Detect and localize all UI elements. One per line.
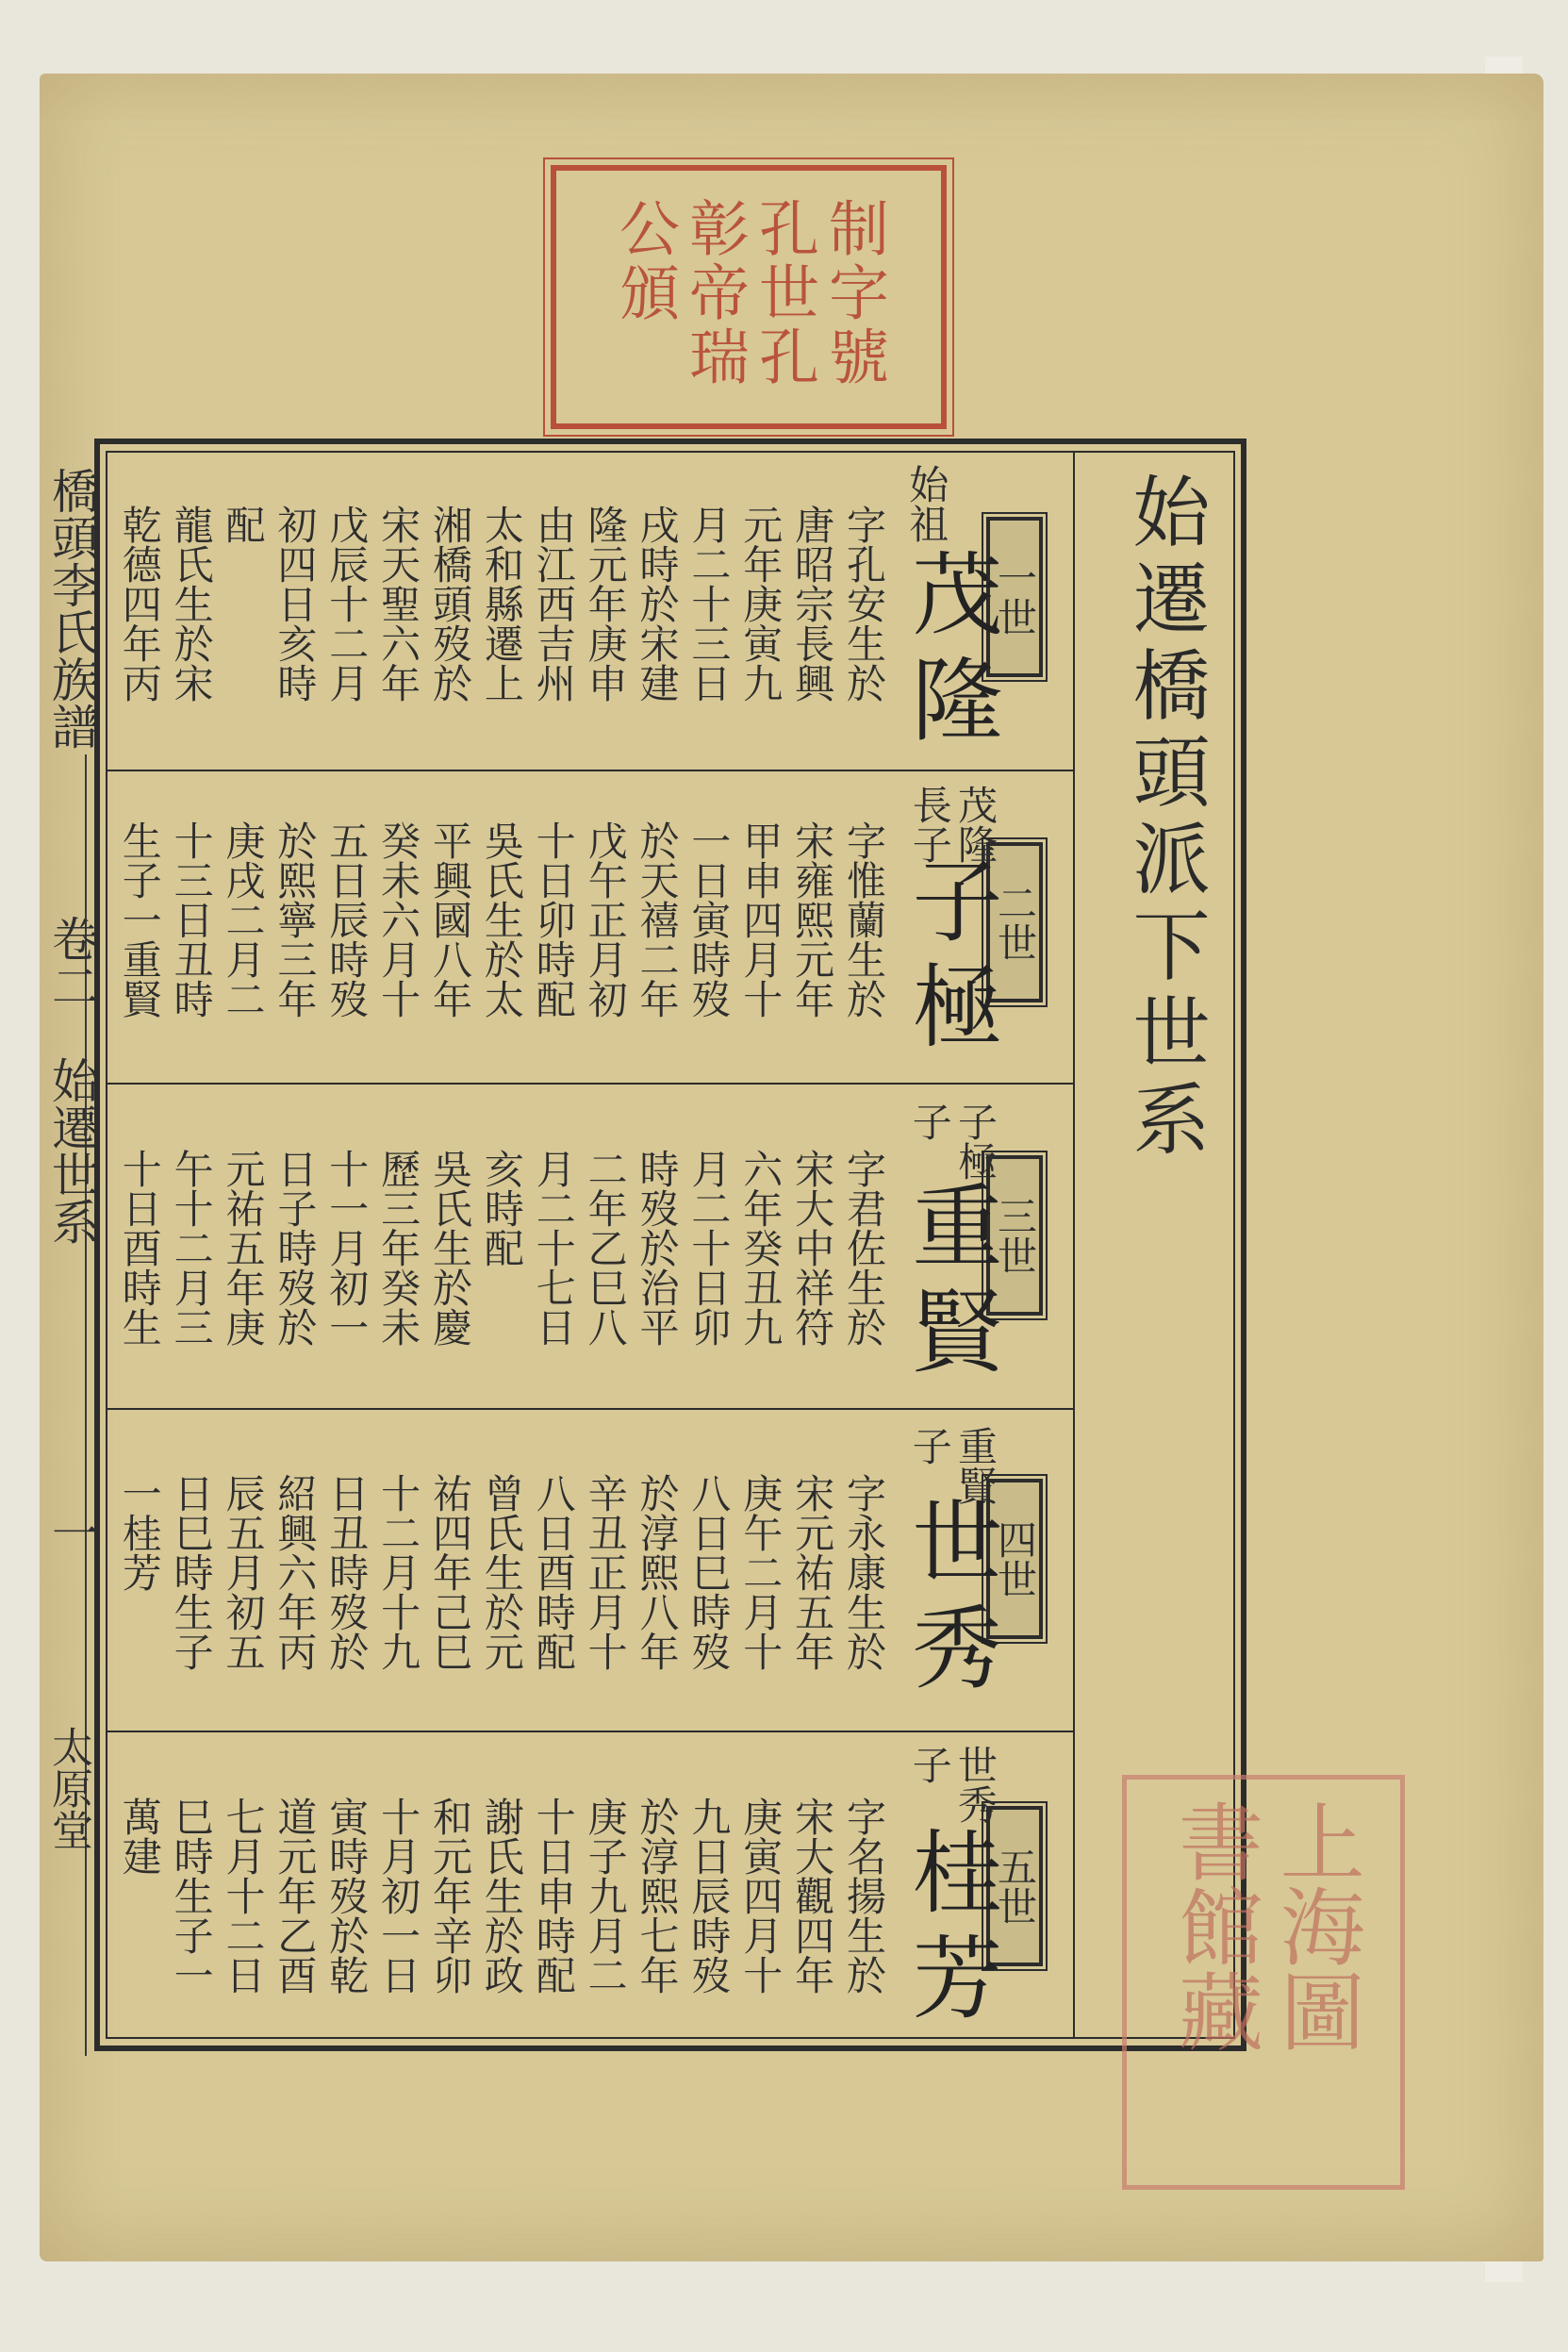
bio-column: 甲申四月十	[737, 820, 784, 1019]
bio-column: 於淳熙七年	[634, 1797, 681, 1995]
bio-column: 於天禧二年	[634, 820, 681, 1019]
bio-column: 乾德四年丙	[116, 505, 163, 703]
bio-column: 字君佐生於	[841, 1149, 887, 1347]
bio-column: 辰五月初五	[220, 1473, 267, 1671]
bio-column: 八日巳時歿	[685, 1473, 733, 1671]
lineage-note: 世秀子	[906, 1745, 999, 1824]
bio-column: 癸未六月十	[375, 820, 422, 1019]
bio-column: 月二十日卯	[685, 1149, 733, 1347]
top-red-seal	[551, 165, 947, 429]
generation-label: 二世	[986, 842, 1043, 1002]
bio-column: 於熙寧三年	[272, 820, 319, 1019]
lineage-note: 重賢子	[906, 1426, 999, 1505]
bio-column: 元年庚寅九	[737, 505, 784, 703]
bio-column: 一桂芳	[116, 1473, 163, 1592]
bio-column: 九日辰時歿	[685, 1797, 733, 1995]
bio-column: 月二十七日	[530, 1149, 577, 1347]
margin-volume-label: 卷二 始遷世系	[44, 915, 99, 1245]
margin-hall-name: 太原堂	[44, 1726, 92, 1850]
bio-column: 庚戌二月二	[220, 820, 267, 1019]
lineage-note: 茂隆長子	[906, 785, 999, 864]
ancestor-name: 世秀	[898, 1495, 1003, 1706]
bio-column: 紹興六年丙	[272, 1473, 319, 1671]
bio-column: 時歿於治平	[634, 1149, 681, 1347]
bio-column: 龍氏生於宋	[168, 505, 215, 703]
bio-column: 七月十二日	[220, 1797, 267, 1995]
library-seal	[1122, 1775, 1405, 2190]
bio-column: 宋大觀四年	[789, 1797, 836, 1995]
bio-column: 八日酉時配	[530, 1473, 577, 1671]
bio-column: 字惟蘭生於	[841, 820, 887, 1019]
bio-column: 十一月初一	[323, 1149, 371, 1347]
ancestor-name: 子極	[898, 853, 1003, 1065]
bio-column: 由江西吉州	[530, 505, 577, 703]
bio-column: 日巳時生子	[168, 1473, 215, 1671]
bio-column: 初四日亥時	[272, 505, 319, 703]
generation-label: 四世	[986, 1479, 1043, 1639]
bio-column: 日子時歿於	[272, 1149, 319, 1347]
lineage-note: 始祖	[903, 464, 950, 543]
margin-page-number: 一	[44, 1509, 99, 1556]
bio-column: 於淳熙八年	[634, 1473, 681, 1671]
bio-column: 寅時歿於乾	[323, 1797, 371, 1995]
bio-column: 宋天聖六年	[375, 505, 422, 703]
bio-column: 生子一重賢	[116, 820, 163, 1019]
bio-column: 戊辰十二月	[323, 505, 371, 703]
bio-column: 湘橋頭歿於	[427, 505, 473, 703]
bio-column: 日丑時歿於	[323, 1473, 371, 1671]
seal-column: 上海圖	[1264, 1798, 1364, 2053]
ancestor-name: 重賢	[898, 1179, 1003, 1390]
ancestor-name: 茂隆	[898, 547, 1003, 758]
bio-column: 戌時於宋建	[634, 505, 681, 703]
lineage-note: 子極子	[906, 1101, 999, 1181]
seal-column: 彰帝瑞	[679, 197, 749, 389]
biography	[116, 505, 887, 703]
bio-column: 庚寅四月十	[737, 1797, 784, 1995]
margin-clan-title: 橋頭李氏族譜	[44, 467, 99, 750]
bio-column: 庚午二月十	[737, 1473, 784, 1671]
bio-column: 配	[220, 505, 267, 544]
bio-column: 元祐五年庚	[220, 1149, 267, 1347]
bio-column: 十三日丑時	[168, 820, 215, 1019]
seal-column: 公頒	[609, 197, 679, 325]
biography	[116, 820, 887, 1019]
bio-column: 戊午正月初	[582, 820, 629, 1019]
bio-column: 吳氏生於慶	[427, 1149, 473, 1347]
bio-column: 一日寅時歿	[685, 820, 733, 1019]
biography	[116, 1797, 887, 1995]
biography	[116, 1149, 887, 1347]
seal-column: 書館藏	[1164, 1798, 1263, 2053]
bio-column: 六年癸丑九	[737, 1149, 784, 1347]
bio-column: 辛丑正月十	[582, 1473, 629, 1671]
bio-column: 歷三年癸未	[375, 1149, 422, 1347]
generation-label: 三世	[986, 1155, 1043, 1316]
bio-column: 吳氏生於太	[478, 820, 525, 1019]
bio-column: 平興國八年	[427, 820, 473, 1019]
bio-column: 十日酉時生	[116, 1149, 163, 1347]
bio-column: 字永康生於	[841, 1473, 887, 1671]
bio-column: 謝氏生於政	[478, 1797, 525, 1995]
bio-column: 字孔安生於	[841, 505, 887, 703]
bio-column: 十日申時配	[530, 1797, 577, 1995]
title-divider	[1073, 451, 1075, 2039]
bio-column: 二年乙巳八	[582, 1149, 629, 1347]
bio-column: 月二十三日	[685, 505, 733, 703]
bio-column: 庚子九月二	[582, 1797, 629, 1995]
bio-column: 十日卯時配	[530, 820, 577, 1019]
bio-column: 宋雍熙元年	[789, 820, 836, 1019]
generation-label: 一世	[986, 517, 1043, 677]
bio-column: 和元年辛卯	[427, 1797, 473, 1995]
bio-column: 十二月十九	[375, 1473, 422, 1671]
bio-column: 巳時生子一	[168, 1797, 215, 1995]
bio-column: 唐昭宗長興	[789, 505, 836, 703]
bio-column: 太和縣遷上	[478, 505, 525, 703]
bio-column: 宋大中祥符	[789, 1149, 836, 1347]
bio-column: 亥時配	[478, 1149, 525, 1267]
bio-column: 曾氏生於元	[478, 1473, 525, 1671]
ancestor-name: 桂芳	[898, 1825, 1003, 2036]
bio-column: 隆元年庚申	[582, 505, 629, 703]
generation-label: 五世	[986, 1806, 1043, 1966]
bio-column: 宋元祐五年	[789, 1473, 836, 1671]
bio-column: 十月初一日	[375, 1797, 422, 1995]
seal-column: 制字號	[818, 197, 888, 389]
seal-column: 孔世孔	[749, 197, 818, 389]
bio-column: 萬建	[116, 1797, 163, 1876]
bio-column: 道元年乙酉	[272, 1797, 319, 1995]
page-title: 始遷橋頭派下世系	[1120, 472, 1210, 1166]
bio-column: 字名揚生於	[841, 1797, 887, 1995]
biography	[116, 1473, 887, 1671]
bio-column: 午十二月三	[168, 1149, 215, 1347]
bio-column: 五日辰時歿	[323, 820, 371, 1019]
bio-column: 祐四年己巳	[427, 1473, 473, 1671]
